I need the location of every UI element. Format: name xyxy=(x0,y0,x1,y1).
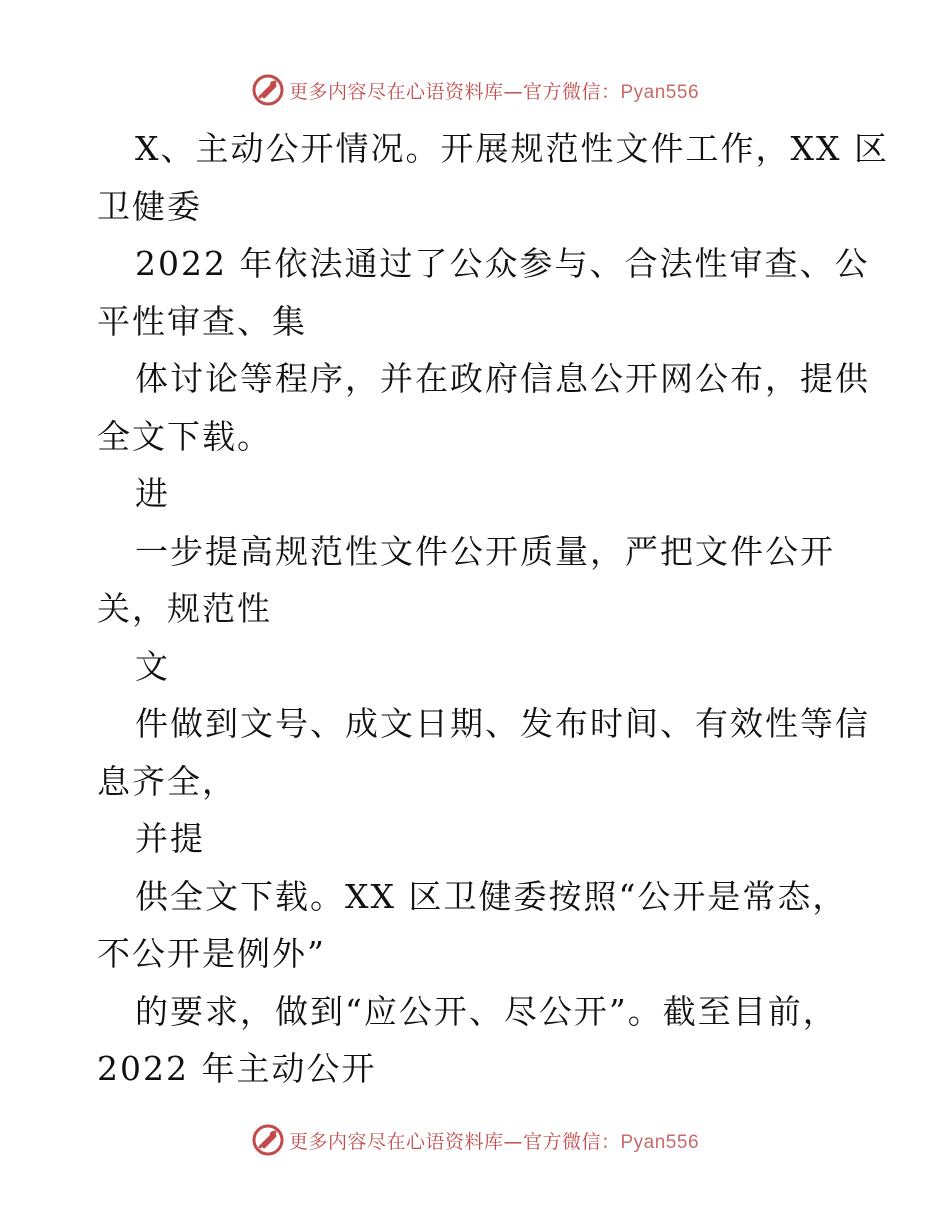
header-banner xyxy=(0,70,950,110)
header-text xyxy=(289,77,699,104)
header-separator: — xyxy=(503,80,523,103)
body-line: 不公开是例外” xyxy=(97,934,326,973)
document-body xyxy=(97,120,889,1098)
body-line: 全文下载。 xyxy=(97,416,272,456)
body-line: 关，规范性 xyxy=(97,589,272,628)
body-line: X、主动公开情况。开展规范性文件工作，XX 区 xyxy=(135,129,889,168)
brand-logo-icon xyxy=(251,73,285,107)
brand-logo-icon xyxy=(251,1123,285,1157)
body-line: 的要求，做到“应公开、尽公开”。截至目前， xyxy=(135,991,838,1031)
header-wechat-id: Pyan556 xyxy=(620,81,700,103)
body-line: 卫健委 xyxy=(97,186,202,226)
body-line: 2022 年依法通过了公众参与、合法性审查、公 xyxy=(135,244,870,283)
body-line: 2022 年主动公开 xyxy=(97,1049,377,1088)
footer-wechat-label: 官方微信： xyxy=(522,1130,621,1153)
body-line: 并提 xyxy=(135,819,205,858)
body-line: 体讨论等程序，并在政府信息公开网公布，提供 xyxy=(135,359,870,398)
header-site-name: 更多内容尽在心语资料库 xyxy=(288,80,504,103)
body-line: 文 xyxy=(135,646,170,686)
footer-text xyxy=(289,1127,699,1154)
body-line: 供全文下载。XX 区卫健委按照“公开是常态， xyxy=(135,876,848,916)
body-line: 一步提高规范性文件公开质量，严把文件公开 xyxy=(135,531,835,571)
body-line: 平性审查、集 xyxy=(97,301,307,341)
header-wechat-label: 官方微信： xyxy=(522,80,621,103)
body-line: 进 xyxy=(135,474,170,513)
body-line: 件做到文号、成文日期、发布时间、有效性等信 xyxy=(135,704,870,743)
footer-site-name: 更多内容尽在心语资料库 xyxy=(288,1130,504,1153)
body-line: 息齐全， xyxy=(97,761,237,801)
footer-separator: — xyxy=(503,1130,523,1153)
footer-wechat-id: Pyan556 xyxy=(620,1131,700,1153)
footer-banner xyxy=(0,1120,950,1160)
